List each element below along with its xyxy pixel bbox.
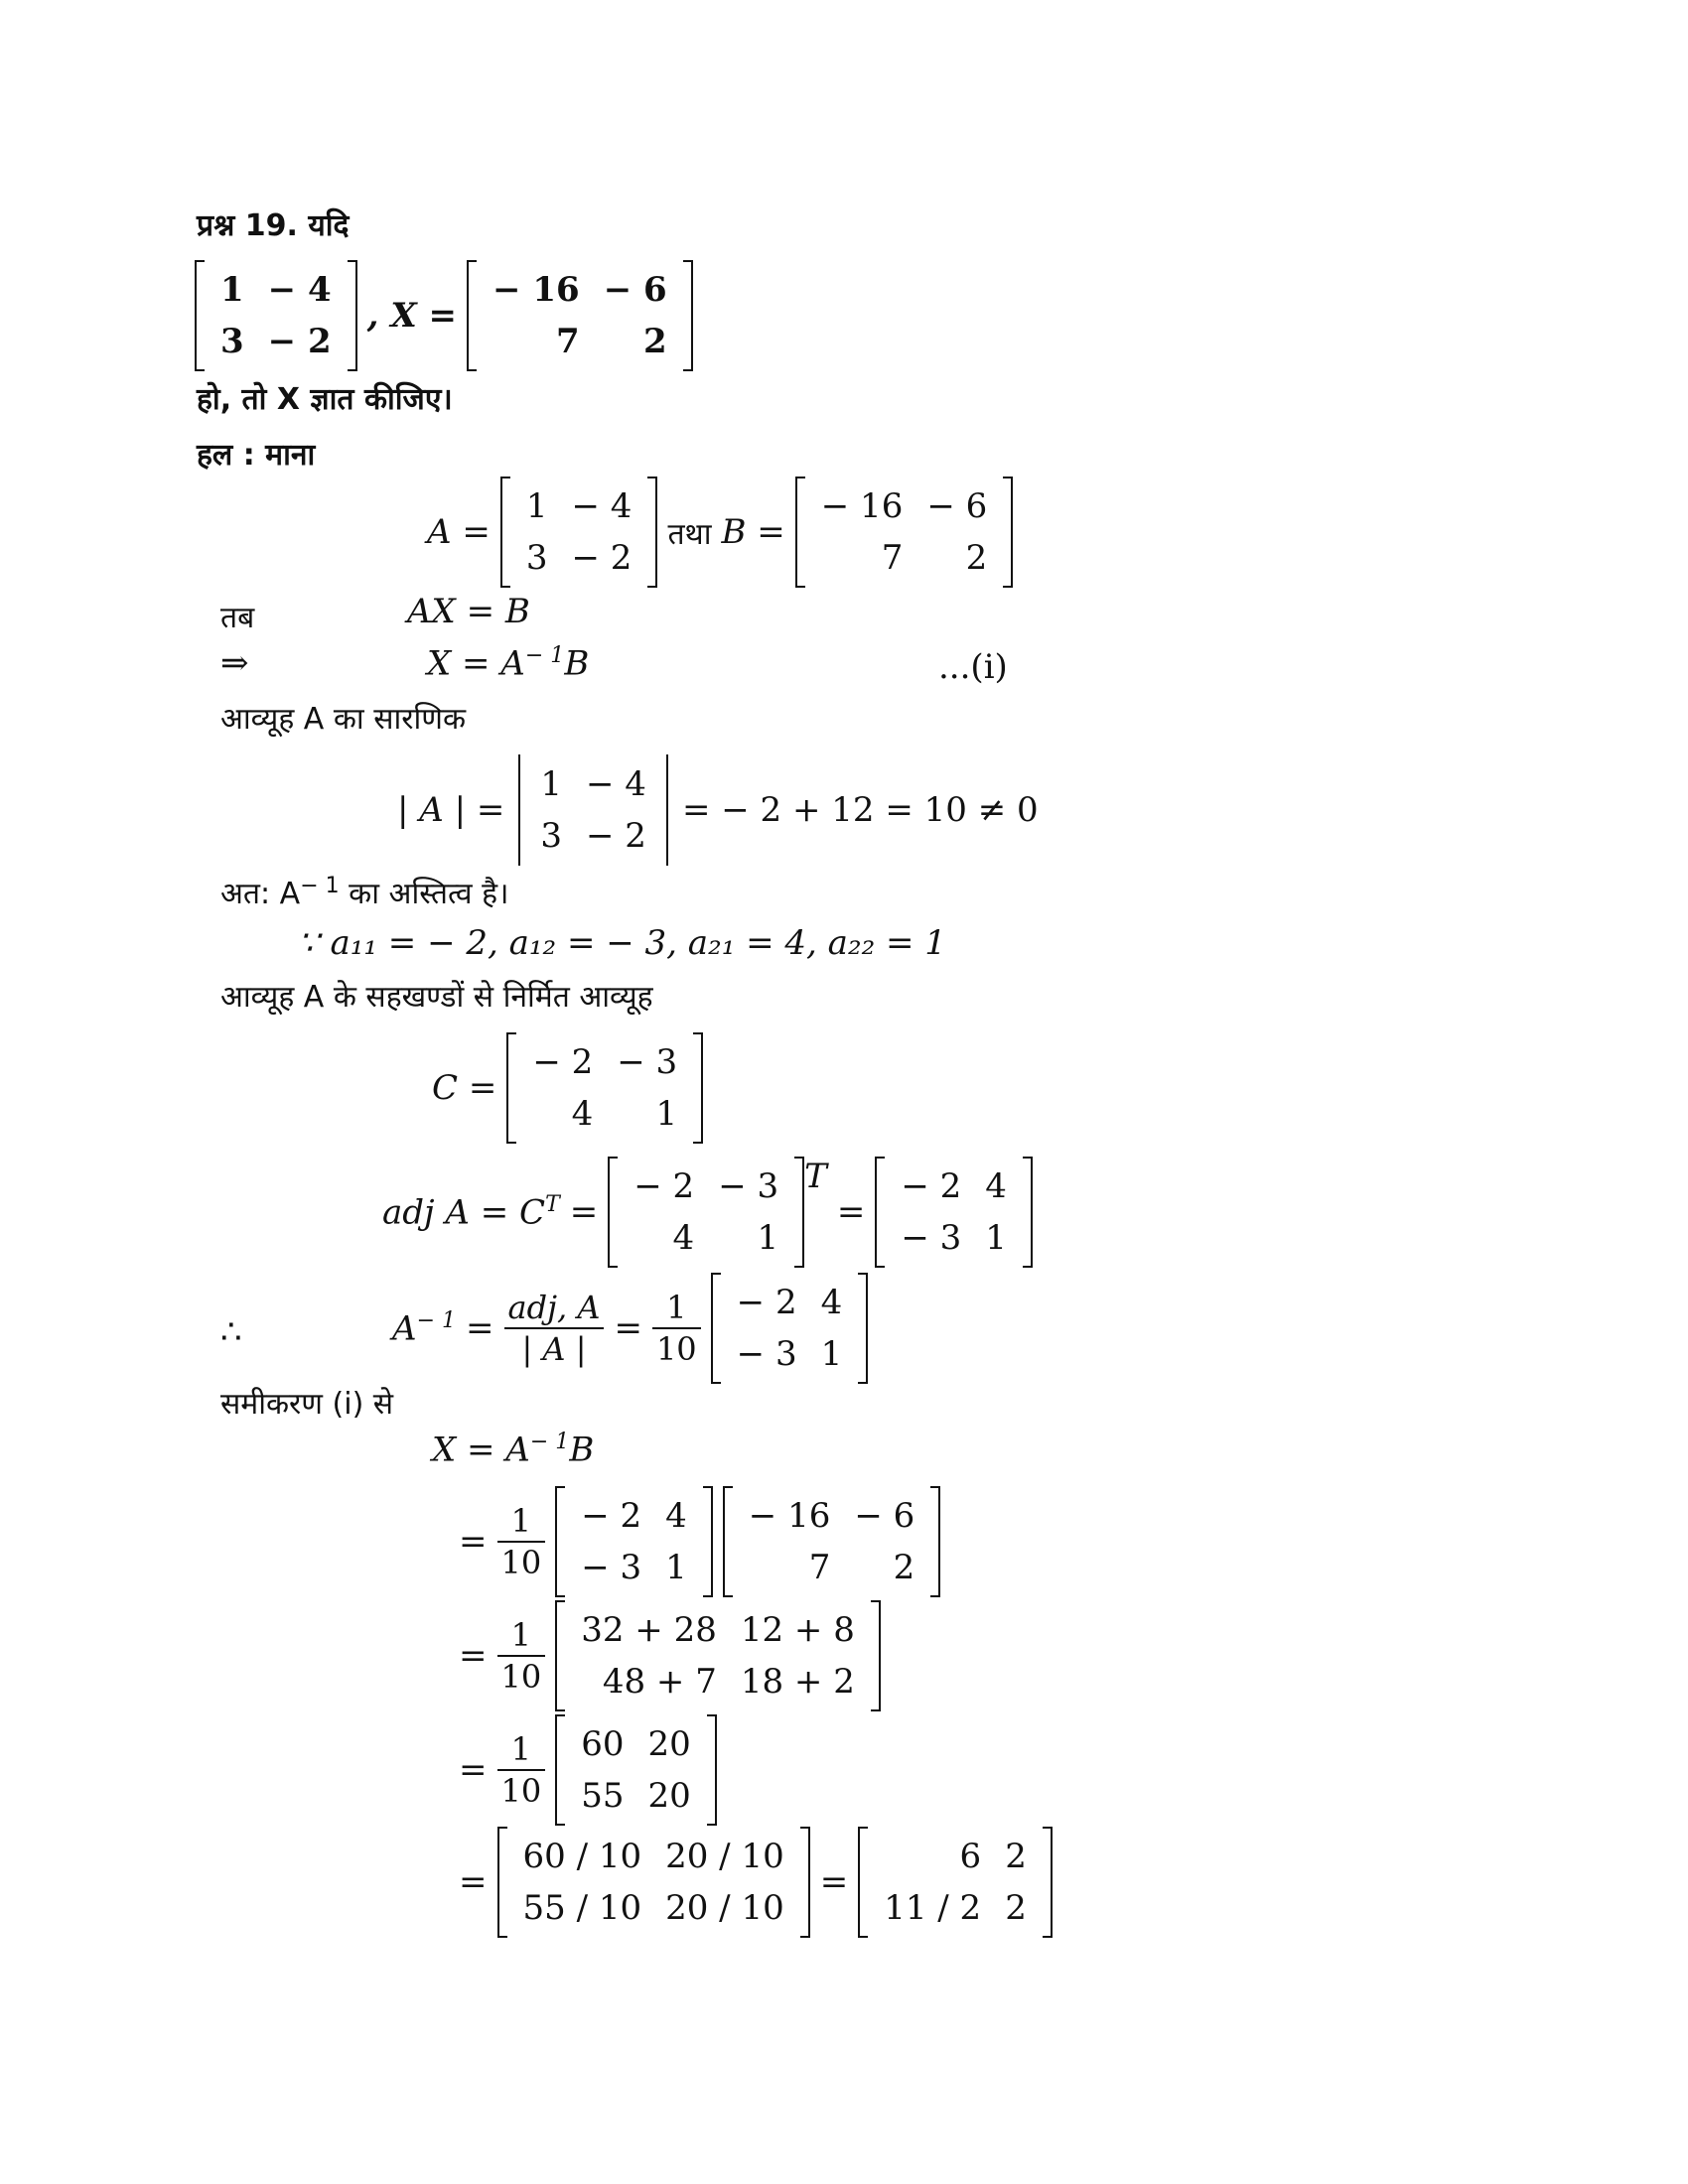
matrix-cell: − 16 (820, 486, 904, 526)
matrix-cell: − 2 (571, 538, 633, 578)
definition-line (427, 477, 1013, 588)
matrix-cell: 7 (808, 1548, 831, 1587)
matrix-cell: 1 (220, 270, 244, 310)
matrix-row (514, 480, 644, 532)
then-equation: AX = B (407, 592, 530, 631)
question-matrix-a (195, 260, 357, 371)
matrix-cell: 20 / 10 (665, 1837, 784, 1876)
matrix-cell: 7 (881, 538, 904, 578)
matrix-row (725, 1328, 855, 1380)
equation-tag: ...(i) (938, 647, 1008, 687)
step3-scalar (497, 1729, 546, 1811)
matrix-row (622, 1160, 790, 1212)
matrix-row (209, 264, 344, 316)
matrix-row (725, 1277, 855, 1328)
matrix-row (737, 1542, 927, 1593)
adj-matrix-1 (608, 1157, 804, 1268)
matrix-grid (569, 1604, 867, 1707)
matrix-cell: 2 (1005, 1837, 1027, 1876)
step-4 (459, 1827, 1053, 1938)
matrix-grid (514, 480, 644, 584)
x-equation-2 (432, 1430, 594, 1469)
matrix-cell: 11 / 2 (884, 1888, 982, 1928)
matrix-cell: 12 + 8 (740, 1610, 855, 1650)
cofactor-values: ∵ a₁₁ = − 2, a₁₂ = − 3, a₂₁ = 4, a₂₂ = 1 (298, 923, 946, 963)
inv-den: | A | (521, 1330, 587, 1368)
matrix-row (481, 264, 679, 316)
step2-den: 10 (500, 1658, 542, 1696)
matrix-cell: 4 (665, 1496, 687, 1536)
matrix-cell: − 2 (532, 1042, 594, 1082)
matrix-cell: − 2 (586, 816, 646, 856)
matrix-cell: 4 (672, 1218, 695, 1258)
x-equation (427, 643, 589, 683)
def-and: तथा (667, 516, 712, 552)
step2-num: 1 (497, 1615, 546, 1657)
matrix-row (528, 758, 658, 810)
step3-den: 10 (500, 1772, 542, 1810)
matrix-row (569, 1656, 867, 1707)
matrix-cell: 4 (985, 1166, 1007, 1206)
matrix-grid (209, 264, 344, 367)
matrix-cell: 4 (571, 1094, 594, 1134)
matrix-cell: 1 (820, 1334, 843, 1374)
solution-head: हल : माना (197, 438, 316, 473)
matrix-row (872, 1831, 1039, 1882)
inv-sup: − 1 (416, 1307, 456, 1333)
x-eq-tail: B (564, 643, 590, 684)
question-matrices (195, 260, 693, 371)
matrix-cell: 32 + 28 (581, 1610, 717, 1650)
c-label: C = (432, 1068, 497, 1108)
matrix-grid (569, 1718, 703, 1822)
question-ask: हो, तो X ज्ञात कीजिए। (197, 382, 453, 417)
matrix-cell: 1 (540, 764, 563, 804)
then-word: तब (220, 601, 255, 635)
matrix-cell: − 3 (581, 1548, 642, 1587)
matrix-cell: 60 (581, 1724, 625, 1764)
matrix-row (528, 810, 658, 862)
matrix-grid (481, 264, 679, 367)
question-matrix-b (467, 260, 693, 371)
x2-sup: − 1 (529, 1430, 570, 1454)
matrix-cell: 20 (647, 1776, 691, 1816)
inv-fraction (504, 1288, 605, 1369)
step-3 (459, 1714, 717, 1826)
matrix-cell: − 3 (617, 1042, 678, 1082)
step4-result-matrix (858, 1827, 1053, 1938)
matrix-row (481, 316, 679, 367)
matrix-cell: − 6 (854, 1496, 915, 1536)
step4-matrix (497, 1827, 810, 1938)
exist-sup: − 1 (300, 874, 340, 898)
matrix-cell: 18 + 2 (740, 1662, 855, 1702)
matrix-grid (889, 1160, 1019, 1264)
matrix-cell: − 16 (748, 1496, 831, 1536)
cofactor-text: आव्यूह A के सहखण्डों से निर्मित आव्यूह (220, 980, 653, 1015)
matrix-cell: − 2 (736, 1283, 797, 1322)
step2-scalar (497, 1615, 546, 1697)
matrix-cell: 60 / 10 (522, 1837, 642, 1876)
matrix-cell: − 4 (571, 486, 633, 526)
matrix-row (520, 1036, 689, 1088)
implies-symbol: ⇒ (220, 643, 249, 683)
matrix-row (511, 1882, 796, 1934)
step4-eq-2: = (819, 1862, 849, 1902)
step1-scalar (497, 1501, 546, 1582)
matrix-cell: 20 / 10 (665, 1888, 784, 1928)
exist-pre: अत: A (220, 877, 301, 911)
exist-post: का अस्तित्व है। (349, 877, 509, 911)
matrix-cell: 1 (757, 1218, 779, 1258)
x2-tail: B (569, 1430, 595, 1470)
matrix-cell: − 6 (603, 270, 667, 310)
matrix-cell: 1 (665, 1548, 687, 1587)
matrix-row (809, 532, 1000, 584)
matrix-cell: − 6 (926, 486, 988, 526)
matrix-cell: 1 (525, 486, 548, 526)
matrix-cell: 3 (540, 816, 563, 856)
adj-eq: = (569, 1192, 599, 1232)
matrix-cell: 3 (525, 538, 548, 578)
matrix-row (511, 1831, 796, 1882)
determinant-text: आव्यूह A का सारणिक (220, 702, 467, 737)
step3-eq: = (459, 1750, 488, 1790)
x-eq-text: X = A (427, 643, 525, 684)
matrix-cell: − 4 (586, 764, 646, 804)
matrix-grid (511, 1831, 796, 1934)
det-result: = − 2 + 12 = 10 ≠ 0 (681, 790, 1039, 830)
matrix-cell: 3 (220, 322, 244, 361)
c-matrix (506, 1032, 703, 1144)
matrix-row (889, 1212, 1019, 1264)
existence-line (220, 872, 508, 912)
matrix-row (569, 1770, 703, 1822)
therefore-symbol: ∴ (220, 1312, 242, 1352)
matrix-grid (622, 1160, 790, 1264)
adj-transpose: T (804, 1157, 827, 1196)
step2-matrix (555, 1600, 881, 1711)
matrix-cell: − 16 (492, 270, 580, 310)
matrix-cell: − 2 (901, 1166, 962, 1206)
step3-num: 1 (497, 1729, 546, 1771)
def-matrix-b (795, 477, 1014, 588)
matrix-grid (872, 1831, 1039, 1934)
det-label: | A | = (397, 790, 505, 830)
matrix-row (569, 1718, 703, 1770)
step3-matrix (555, 1714, 717, 1826)
adj-sup: T (545, 1191, 560, 1217)
matrix-grid (809, 480, 1000, 584)
inv-scalar (652, 1288, 701, 1369)
step4-eq: = (459, 1862, 488, 1902)
step1-matrix-1 (555, 1486, 713, 1597)
matrix-cell: − 3 (718, 1166, 779, 1206)
matrix-grid (737, 1490, 927, 1593)
matrix-row (569, 1542, 699, 1593)
adj-label (382, 1192, 560, 1232)
x-eq-sup: − 1 (524, 643, 565, 668)
adj-line (382, 1157, 1033, 1268)
matrix-cell: 48 + 7 (602, 1662, 717, 1702)
step2-eq: = (459, 1636, 488, 1676)
matrix-grid (569, 1490, 699, 1593)
matrix-cell: 6 (959, 1837, 982, 1876)
matrix-row (520, 1088, 689, 1140)
matrix-cell: − 3 (901, 1218, 962, 1258)
x2-text: X = A (432, 1430, 530, 1470)
matrix-cell: 2 (643, 322, 667, 361)
inv-matrix (711, 1273, 869, 1384)
inv-eq: = (466, 1308, 494, 1348)
matrix-row (809, 480, 1000, 532)
matrix-grid (520, 1036, 689, 1140)
matrix-cell: − 2 (581, 1496, 642, 1536)
matrix-cell: 55 / 10 (522, 1888, 642, 1928)
matrix-cell: 4 (820, 1283, 843, 1322)
matrix-cell: 2 (893, 1548, 915, 1587)
step1-eq: = (459, 1522, 488, 1562)
matrix-grid (528, 758, 658, 862)
inverse-line (392, 1273, 868, 1384)
step-1 (459, 1486, 940, 1597)
matrix-cell: 1 (655, 1094, 678, 1134)
matrix-cell: 7 (556, 322, 580, 361)
determinant-line (397, 754, 1039, 866)
step-2 (459, 1600, 881, 1711)
inv-eq-2: = (614, 1308, 642, 1348)
matrix-row (737, 1490, 927, 1542)
matrix-row (209, 316, 344, 367)
matrix-row (872, 1882, 1039, 1934)
inv-scalar-num: 1 (652, 1288, 701, 1329)
def-a-label: A = (427, 512, 491, 552)
from-equation-text: समीकरण (i) से (220, 1387, 394, 1422)
matrix-row (569, 1604, 867, 1656)
c-matrix-line (432, 1032, 703, 1144)
inv-label-text: A (392, 1308, 417, 1349)
matrix-cell: 2 (1005, 1888, 1027, 1928)
adj-eq-2: = (836, 1192, 866, 1232)
matrix-cell: 2 (965, 538, 988, 578)
matrix-row (622, 1212, 790, 1264)
matrix-cell: − 3 (736, 1334, 797, 1374)
matrix-row (889, 1160, 1019, 1212)
inv-scalar-den: 10 (655, 1330, 697, 1368)
adj-label-text: adj A = C (382, 1192, 546, 1233)
question-title: प्रश्न 19. यदि (197, 208, 350, 243)
question-x-label: , X = (366, 296, 458, 336)
step1-num: 1 (497, 1501, 546, 1543)
matrix-cell: 55 (581, 1776, 625, 1816)
inv-label (392, 1308, 456, 1348)
matrix-cell: − 2 (633, 1166, 695, 1206)
det-matrix (514, 754, 672, 866)
step1-den: 10 (500, 1544, 542, 1581)
matrix-cell: 20 (647, 1724, 691, 1764)
adj-matrix-2 (875, 1157, 1033, 1268)
step1-matrix-2 (723, 1486, 941, 1597)
matrix-grid (725, 1277, 855, 1380)
matrix-row (514, 532, 644, 584)
def-b-label: B = (721, 512, 785, 552)
def-matrix-a (500, 477, 658, 588)
matrix-cell: − 4 (267, 270, 332, 310)
inv-num: adj, A (504, 1288, 605, 1329)
matrix-cell: − 2 (267, 322, 332, 361)
matrix-cell: 1 (985, 1218, 1007, 1258)
matrix-row (569, 1490, 699, 1542)
